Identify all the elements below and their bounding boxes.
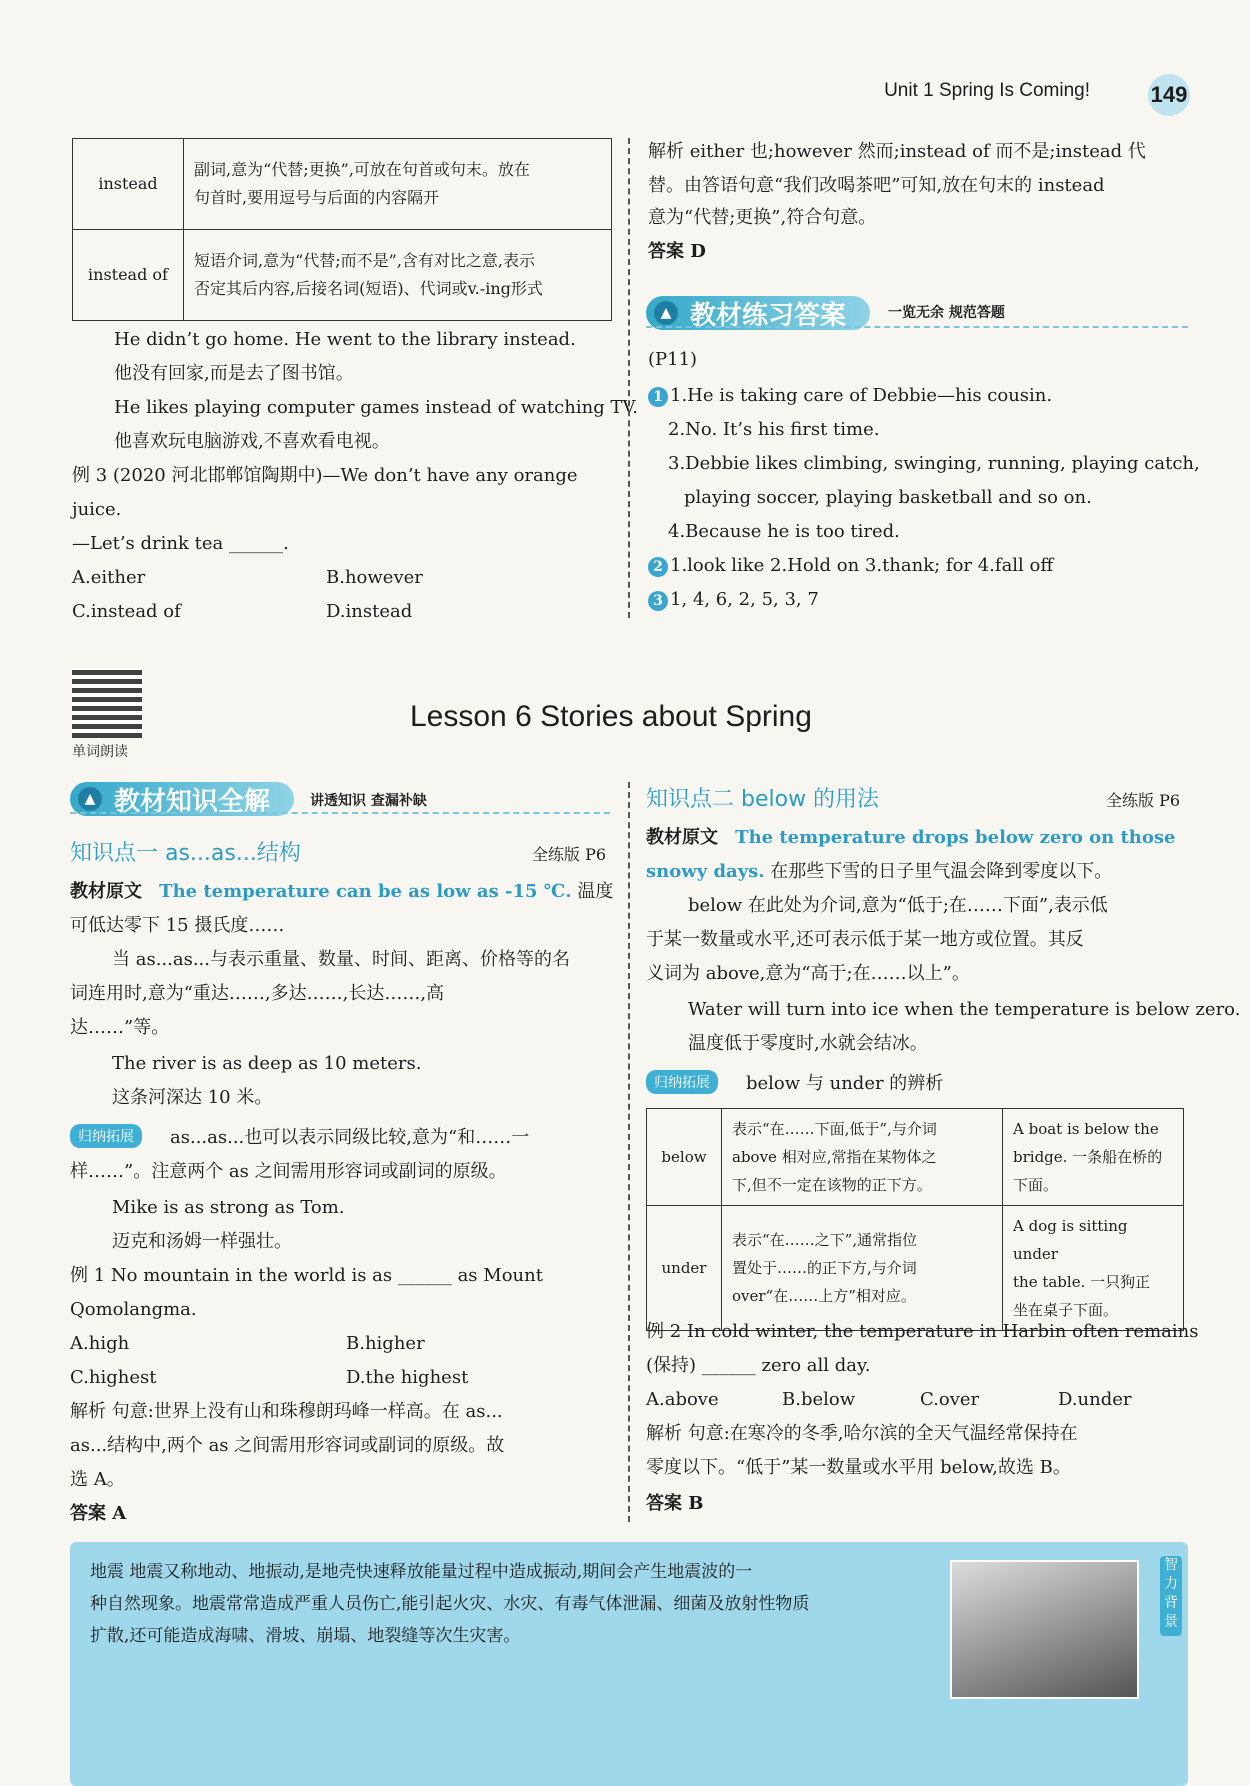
background-text: 地震 地震又称地动、地振动,是地壳快速释放能量过程中造成振动,期间会产生地震波的一 — [90, 1562, 753, 1582]
lesson-title: Lesson 6 Stories about Spring — [410, 700, 812, 733]
cell-line: 句首时,要用逗号与后面的内容隔开 — [194, 188, 440, 207]
table-cell — [722, 1109, 1003, 1206]
qr-label: 单词朗读 — [72, 744, 128, 760]
answer-text: 2.No. It’s his first time. — [668, 419, 880, 440]
option-c: C.instead of — [72, 601, 181, 622]
answer-text: 1.look like 2.Hold on 3.thank; for 4.fall off — [670, 555, 1054, 576]
question-text: —Let’s drink tea ______. — [72, 533, 289, 554]
option-a: A.high — [70, 1333, 130, 1354]
cell-line: 表示“在……之下”,通常指位 — [732, 1231, 918, 1249]
analysis-text: 解析 句意:在寒冷的冬季,哈尔滨的全天气温经常保持在 — [646, 1423, 1078, 1444]
answer-line — [648, 556, 1053, 577]
option-d: D.the highest — [346, 1367, 469, 1388]
number-badge: 1 — [648, 387, 668, 407]
table-cell — [1003, 1206, 1184, 1331]
cell-line: bridge. 一条船在桥的 — [1013, 1148, 1163, 1166]
cell-line: 坐在桌子下面。 — [1013, 1301, 1119, 1319]
table-row — [647, 1206, 1184, 1331]
cell-line: A dog is sitting under — [1013, 1217, 1128, 1263]
example-cn: 这条河深达 10 米。 — [112, 1087, 273, 1108]
speaker-icon: ▲ — [654, 301, 678, 325]
speaker-icon: ▲ — [78, 787, 102, 811]
example-en: The river is as deep as 10 meters. — [112, 1053, 422, 1074]
answer-text: 答案 B — [646, 1493, 704, 1514]
question-text: 例 2 In cold winter, the temperature in Harbin often remains — [646, 1321, 1199, 1342]
body-text: 于某一数量或水平,还可表示低于某一地方或位置。其反 — [646, 929, 1084, 950]
section-badge — [646, 296, 870, 330]
original-en: The temperature drops below zero on those — [735, 827, 1176, 848]
table-row — [73, 230, 612, 321]
example-en: He didn’t go home. He went to the library instead. — [114, 329, 576, 350]
page-ref: (P11) — [648, 349, 698, 370]
example-cn: 他没有回家,而是去了图书馆。 — [114, 363, 354, 384]
section-badge — [70, 782, 294, 816]
body-text: below 在此处为介词,意为“低于;在……下面”,表示低 — [688, 895, 1108, 916]
analysis-text: as...结构中,两个 as 之间需用形容词或副词的原级。故 — [70, 1435, 505, 1456]
page-number: 149 — [1148, 74, 1190, 116]
instead-table — [72, 138, 612, 321]
answer-text: 3.Debbie likes climbing, swinging, running, playing catch, — [668, 453, 1200, 474]
cell-line: 副词,意为“代替;更换”,可放在句首或句末。放在 — [194, 160, 530, 179]
option-b: B.higher — [346, 1333, 425, 1354]
option-b: B.however — [326, 567, 423, 588]
body-text: as...as...也可以表示同级比较,意为“和……一 — [170, 1127, 530, 1148]
cell-line: above 相对应,常指在某物体之 — [732, 1148, 937, 1166]
answer-line — [648, 386, 1052, 407]
body-text: 义词为 above,意为“高于;在……以上”。 — [646, 963, 970, 984]
option-d: D.instead — [326, 601, 413, 622]
knowledge-point-ref: 全练版 P6 — [1106, 791, 1181, 810]
badge-subtitle: 一览无余 规范答题 — [888, 305, 1005, 321]
body-text: below 与 under 的辨析 — [746, 1073, 944, 1094]
cell-line: 下,但不一定在该物的正下方。 — [732, 1176, 932, 1194]
example-en: Mike is as strong as Tom. — [112, 1197, 345, 1218]
section-rule — [70, 812, 610, 814]
below-under-table — [646, 1108, 1184, 1331]
original-en: snowy days. — [646, 861, 765, 882]
question-text: (保持) ______ zero all day. — [646, 1355, 871, 1376]
option-a: A.either — [72, 567, 146, 588]
answer-line — [648, 590, 819, 611]
body-text: 可低达零下 15 摄氏度…… — [70, 915, 285, 936]
answer-text: 4.Because he is too tired. — [668, 521, 900, 542]
body-text: 达……”等。 — [70, 1017, 170, 1038]
knowledge-point-title: 知识点二 below 的用法 — [646, 787, 880, 812]
table-cell — [184, 139, 612, 230]
answer-text: 答案 D — [648, 241, 706, 262]
option-b: B.below — [782, 1389, 856, 1410]
body-text: 当 as...as...与表示重量、数量、时间、距离、价格等的名 — [112, 949, 570, 970]
table-cell — [184, 230, 612, 321]
table-cell: under — [647, 1206, 722, 1331]
cell-line: the table. 一只狗正 — [1013, 1273, 1151, 1291]
badge-label: 教材练习答案 — [690, 300, 847, 331]
table-cell — [722, 1206, 1003, 1331]
number-badge: 2 — [648, 557, 668, 577]
summary-tag: 归纳拓展 — [70, 1124, 142, 1148]
option-c: C.over — [920, 1389, 980, 1410]
table-cell: instead — [73, 139, 184, 230]
badge-label: 教材知识全解 — [114, 786, 271, 817]
analysis-text: 解析 either 也;however 然而;instead of 而不是;instead 代 — [648, 141, 1146, 162]
question-text: 例 1 No mountain in the world is as ______ as Mount — [70, 1265, 543, 1286]
side-tag: 智力背景 — [1160, 1556, 1182, 1636]
cell-line: over“在……上方”相对应。 — [732, 1287, 916, 1305]
knowledge-point-title: 知识点一 as...as...结构 — [70, 841, 301, 866]
original-text-line — [70, 882, 613, 902]
column-divider — [628, 782, 630, 1522]
original-label: 教材原文 — [646, 827, 718, 848]
example-en: He likes playing computer games instead of watching TV. — [114, 397, 639, 418]
original-cn: 在那些下雪的日子里气温会降到零度以下。 — [770, 861, 1113, 882]
background-text: 种自然现象。地震常常造成严重人员伤亡,能引起火灾、水灾、有毒气体泄漏、细菌及放射性物质 — [90, 1594, 810, 1614]
table-row — [647, 1109, 1184, 1206]
table-cell: instead of — [73, 230, 184, 321]
body-text: 词连用时,意为“重达……,多达……,长达……,高 — [70, 983, 445, 1004]
answer-text: 1.He is taking care of Debbie—his cousin. — [670, 385, 1053, 406]
example-cn: 他喜欢玩电脑游戏,不喜欢看电视。 — [114, 431, 390, 452]
analysis-text: 零度以下。“低于”某一数量或水平用 below,故选 B。 — [646, 1457, 1071, 1478]
table-cell — [1003, 1109, 1184, 1206]
column-divider — [628, 138, 630, 618]
earthquake-photo — [950, 1560, 1139, 1699]
analysis-text: 选 A。 — [70, 1469, 125, 1490]
table-row — [73, 139, 612, 230]
answer-text: 答案 A — [70, 1503, 127, 1524]
number-badge: 3 — [648, 591, 668, 611]
answer-text: 1, 4, 6, 2, 5, 3, 7 — [670, 589, 819, 610]
original-text-line — [646, 862, 1112, 882]
question-text: Qomolangma. — [70, 1299, 197, 1320]
original-text-line — [646, 828, 1175, 848]
cell-line: 表示“在……下面,低于”,与介词 — [732, 1120, 937, 1138]
original-cn: 温度 — [577, 881, 614, 902]
cell-line: 否定其后内容,后接名词(短语)、代词或v.-ing形式 — [194, 279, 543, 298]
analysis-text: 替。由答语句意“我们改喝茶吧”可知,放在句末的 instead — [648, 175, 1105, 196]
cell-line: A boat is below the — [1013, 1120, 1159, 1138]
question-text: 例 3 (2020 河北邯郸馆陶期中)—We don’t have any orange — [72, 465, 578, 486]
question-text: juice. — [72, 499, 122, 520]
analysis-text: 解析 句意:世界上没有山和珠穆朗玛峰一样高。在 as... — [70, 1401, 503, 1422]
cell-line: 下面。 — [1013, 1176, 1059, 1194]
original-label: 教材原文 — [70, 881, 142, 902]
example-en: Water will turn into ice when the temperature is below zero. — [688, 999, 1241, 1020]
cell-line: 短语介词,意为“代替;而不是”,含有对比之意,表示 — [194, 251, 536, 270]
qr-code-icon[interactable] — [72, 668, 142, 738]
option-c: C.highest — [70, 1367, 157, 1388]
example-cn: 温度低于零度时,水就会结冰。 — [688, 1033, 928, 1054]
original-en: The temperature can be as low as -15 ℃. — [159, 881, 572, 902]
knowledge-point-ref: 全练版 P6 — [532, 845, 607, 864]
section-rule — [646, 326, 1188, 328]
answer-text: playing soccer, playing basketball and so on. — [684, 487, 1092, 508]
badge-subtitle: 讲透知识 查漏补缺 — [310, 793, 427, 809]
background-text: 扩散,还可能造成海啸、滑坡、崩塌、地裂缝等次生灾害。 — [90, 1626, 521, 1646]
analysis-text: 意为“代替;更换”,符合句意。 — [648, 207, 877, 228]
running-header: Unit 1 Spring Is Coming! — [884, 80, 1090, 101]
example-cn: 迈克和汤姆一样强壮。 — [112, 1231, 292, 1252]
option-d: D.under — [1058, 1389, 1132, 1410]
summary-tag: 归纳拓展 — [646, 1070, 718, 1094]
cell-line: 置处于……的正下方,与介词 — [732, 1259, 917, 1277]
table-cell: below — [647, 1109, 722, 1206]
option-a: A.above — [646, 1389, 719, 1410]
body-text: 样……”。注意两个 as 之间需用形容词或副词的原级。 — [70, 1161, 507, 1182]
